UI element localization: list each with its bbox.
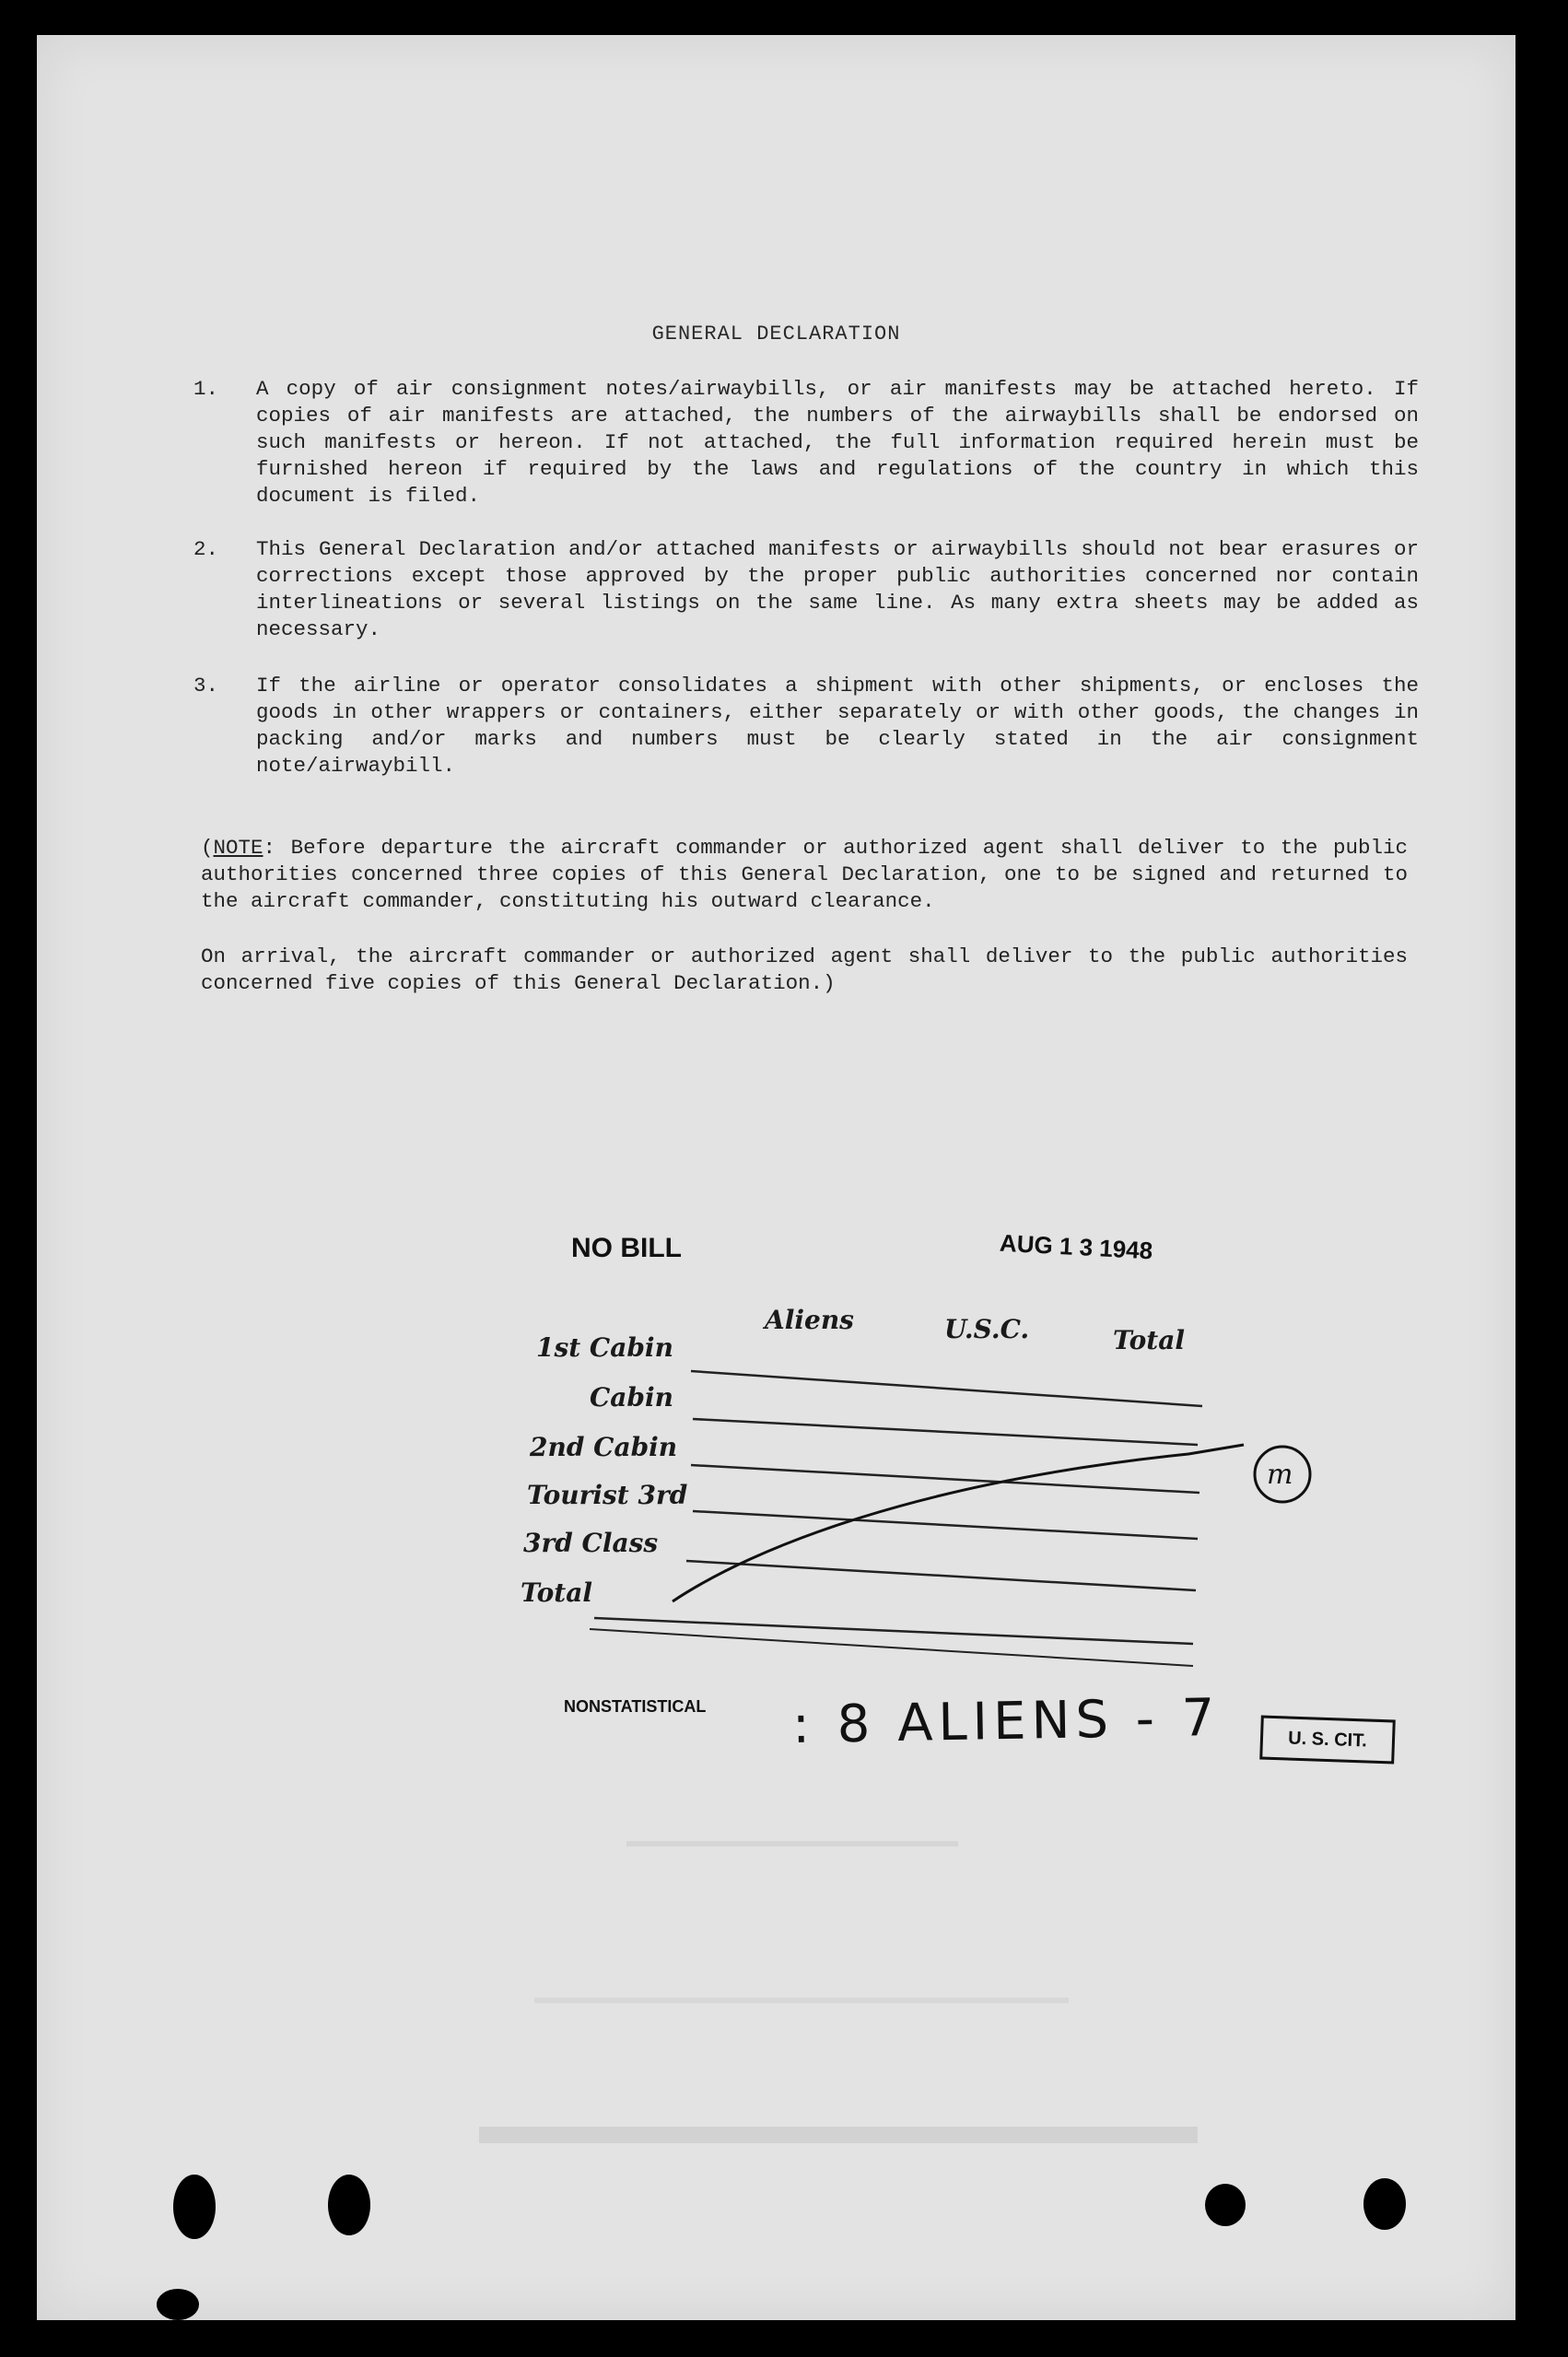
row-3rd-class: 3rd Class — [523, 1528, 659, 1558]
stamp-lines — [37, 35, 1515, 2320]
note-paren: ( — [201, 836, 214, 860]
note-label: NOTE — [213, 836, 263, 860]
note-text: : Before departure the aircraft commander or authorized agent shall deliver to the public authorities concerned three copies of this General Declaration, one to be signed and returned to the aircraft commander, constituting his outward clearance. — [201, 836, 1408, 913]
punch-hole — [1205, 2184, 1246, 2226]
item-number: 1. — [193, 377, 219, 401]
column-total: Total — [1113, 1325, 1186, 1355]
row-2nd-cabin: 2nd Cabin — [530, 1432, 678, 1462]
punch-hole — [157, 2289, 199, 2320]
row-cabin: Cabin — [590, 1382, 673, 1413]
item-text: A copy of air consignment notes/airwaybills, or air manifests may be attached hereto. If copies of air manifests are attached, the numbers of the airwaybills shall be endorsed on such manifests or hereon. If not attached, the full information required herein must be furnished hereon if required by the laws and regulations of the country in which this document is filed. — [256, 377, 1419, 508]
arrival-note: On arrival, the aircraft commander or authorized agent shall deliver to the public authorities concerned five copies of this General Declaration.) — [201, 944, 1408, 995]
handwritten-note: : 8 ALIENS - 7 — [791, 1687, 1221, 1756]
punch-hole — [328, 2175, 370, 2235]
row-1st-cabin: 1st Cabin — [536, 1332, 673, 1363]
no-bill-stamp: NO BILL — [571, 1233, 682, 1263]
item-number: 2. — [193, 537, 219, 561]
item-number: 3. — [193, 674, 219, 698]
item-text: If the airline or operator consolidates a shipment with other shipments, or encloses the goods in other wrappers or containers, either separately or with other goods, the changes in packing and/or marks and numbers must be clearly stated in the air consignment note/airwaybill. — [256, 674, 1419, 778]
document-page — [37, 35, 1515, 2320]
nonstatistical-stamp: NONSTATISTICAL — [564, 1697, 707, 1716]
row-tourist-3rd: Tourist 3rd — [527, 1480, 688, 1510]
row-total: Total — [521, 1577, 593, 1608]
initials-mark: m — [1267, 1459, 1293, 1491]
date-stamp: AUG 1 3 1948 — [999, 1228, 1153, 1265]
us-cit-stamp: U. S. CIT. — [1259, 1715, 1396, 1764]
punch-hole — [1363, 2178, 1406, 2230]
column-usc: U.S.C. — [944, 1314, 1030, 1344]
document-title: GENERAL DECLARATION — [651, 322, 901, 346]
column-aliens: Aliens — [765, 1305, 854, 1335]
item-text: This General Declaration and/or attached manifests or airwaybills should not bear erasures or corrections except those approved by the proper public authorities concerned nor contain interlineations or several listings on the same line. As many extra sheets may be added as necessary. — [256, 537, 1419, 641]
punch-hole — [173, 2175, 216, 2239]
